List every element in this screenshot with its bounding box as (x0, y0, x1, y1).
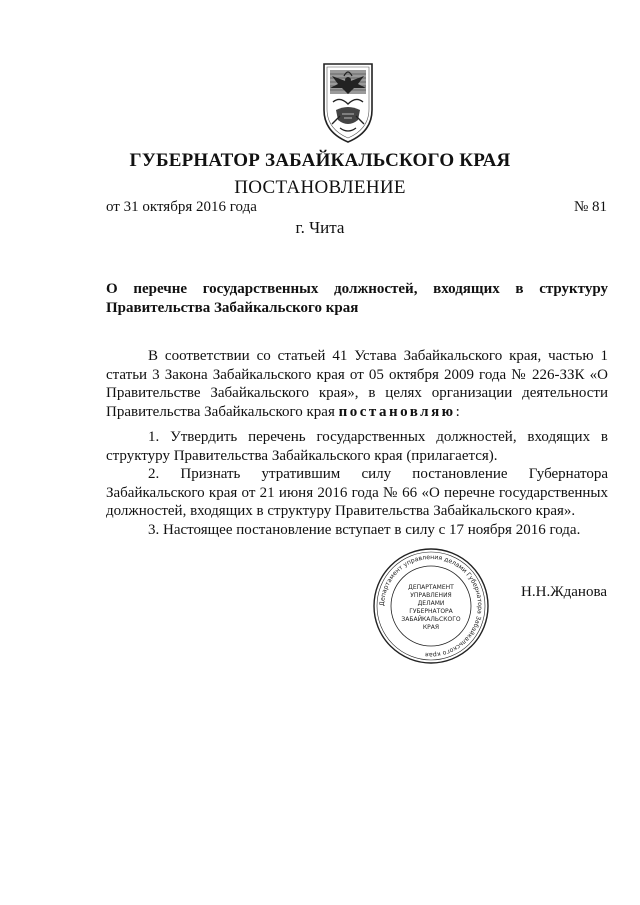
official-stamp-icon (372, 547, 490, 665)
preamble-text: В соответствии со статьей 41 Устава Забайкальского края, частью 1 статьи 3 Закона Забайкальского края от 05 октября 2009 года № 226-ЗЗК «О Правительстве Забайкальского края», в целях организации деятельности Правительства Забайкальского края (106, 348, 608, 420)
decree-item: 3. Настоящее постановление вступает в силу с 17 ноября 2016 года. (148, 521, 581, 538)
coat-of-arms-icon (318, 58, 378, 144)
stamp-center-line: ДЕПАРТАМЕНТ (408, 584, 454, 591)
document-type: ПОСТАНОВЛЕНИЕ (234, 177, 406, 198)
decree-item: 2. Признать утратившим силу постановление Губернатора Забайкальского края от 21 июня 2016 года № 66 «О перечне государственных должностей, входящих в структуру Правительства Забайкальского края». (106, 466, 608, 519)
decree-word: постановляю (338, 403, 456, 420)
stamp-center-line: ЗАБАЙКАЛЬСКОГО (401, 616, 461, 623)
document-date: от 31 октября 2016 года (106, 199, 257, 215)
document-city: г. Чита (295, 218, 345, 237)
stamp-center-line: УПРАВЛЕНИЯ (410, 592, 452, 599)
preamble-paragraph (106, 347, 608, 421)
document-number: № 81 (573, 199, 607, 215)
document-subject: О перечне государственных должностей, входящих в структуру Правительства Забайкальского края (106, 281, 608, 316)
stamp-center-line: ГУБЕРНАТОРА (409, 608, 453, 615)
decree-item: 1. Утвердить перечень государственных должностей, входящих в структуру Правительства Забайкальского края (прилагается). (106, 429, 608, 464)
authority-title: ГУБЕРНАТОР ЗАБАЙКАЛЬСКОГО КРАЯ (129, 150, 511, 171)
decree-items (106, 428, 608, 539)
stamp-center-line: ДЕЛАМИ (417, 600, 445, 607)
signatory-name: Н.Н.Жданова (521, 584, 607, 600)
preamble-colon: : (455, 403, 460, 420)
stamp-ring-text: Департамент управления делами Губернатора Забайкальского края (378, 553, 484, 659)
stamp-center-line: КРАЯ (422, 624, 440, 631)
